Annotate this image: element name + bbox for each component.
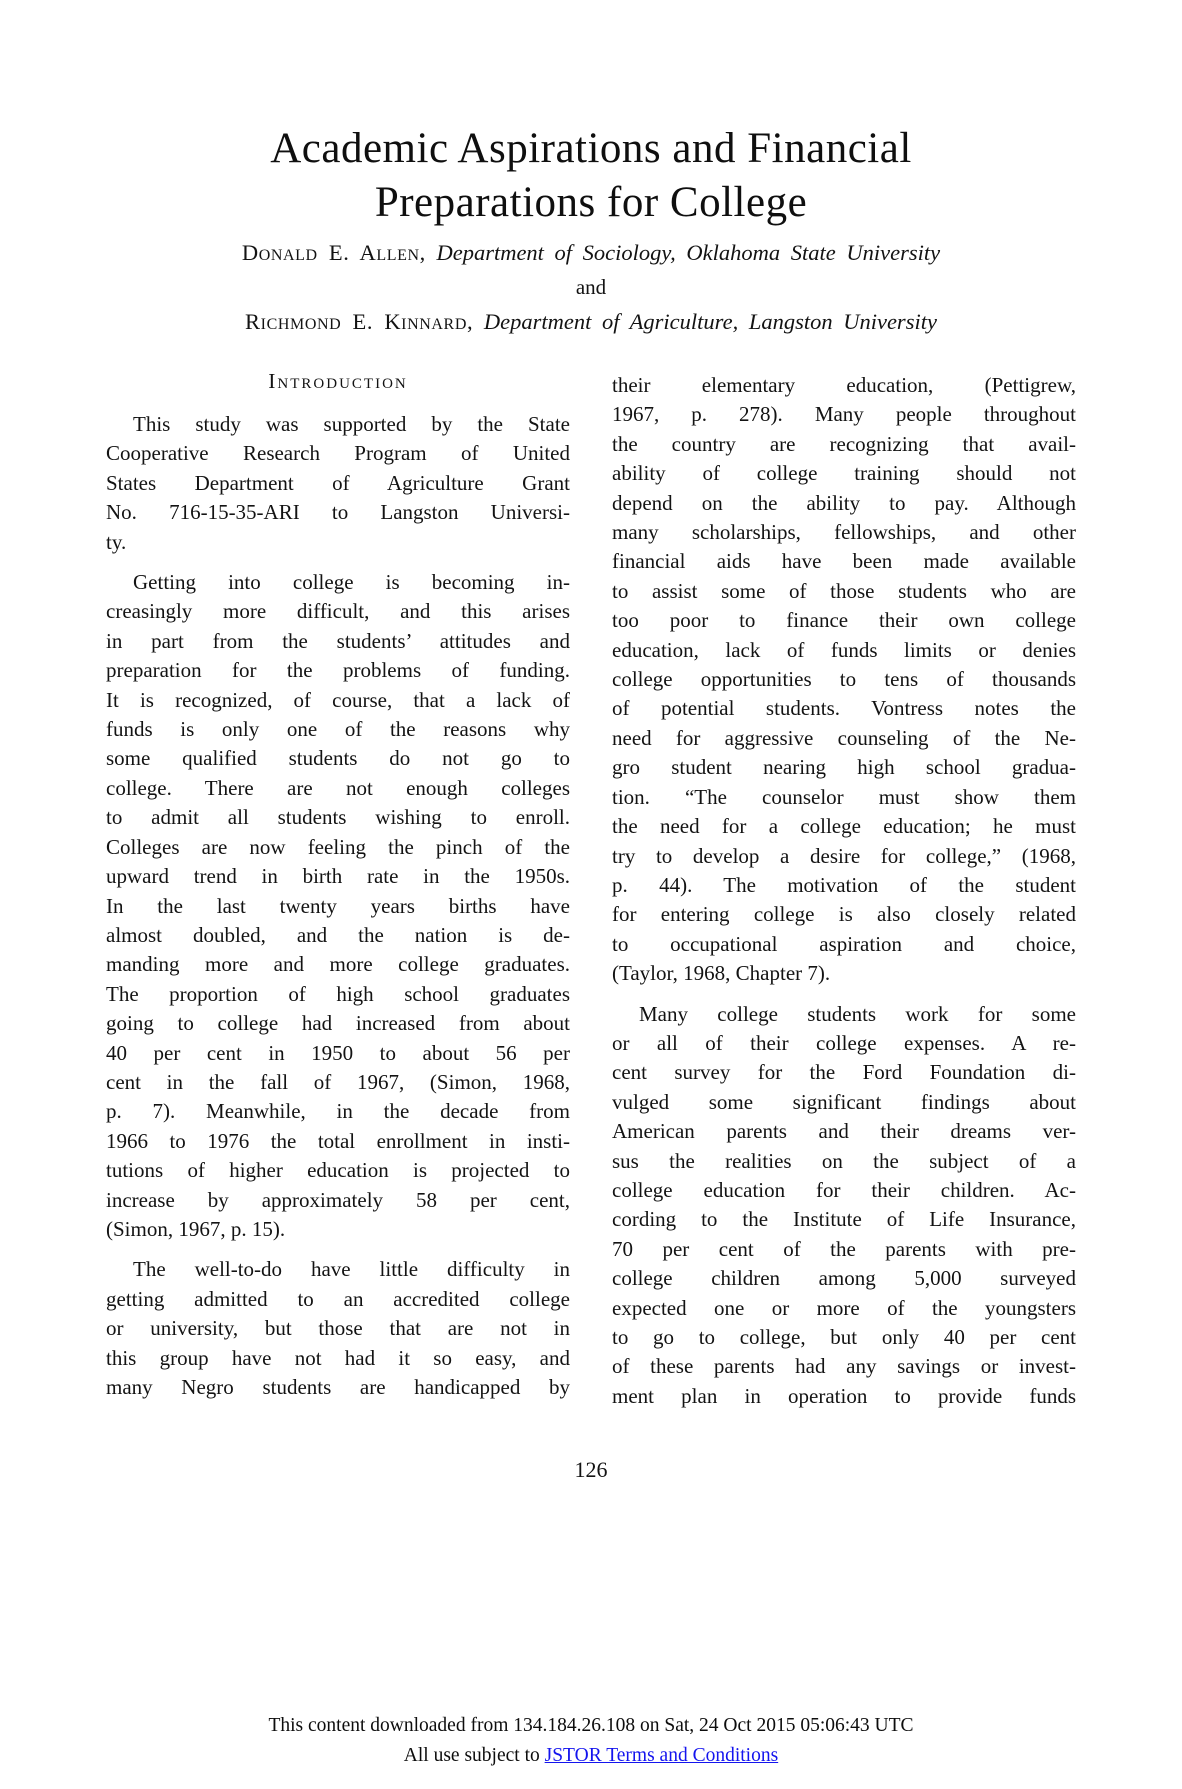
article-title: [0, 122, 1182, 230]
text-line: This study was supported by the State: [133, 412, 570, 436]
text-line: financial aids have been made available: [612, 549, 1076, 574]
left-column-paragraphs: [106, 410, 570, 1402]
paragraph: [106, 568, 570, 1244]
text-line: college opportunities to tens of thousands: [612, 667, 1076, 692]
text-line: to admit all students wishing to enroll.: [106, 805, 570, 830]
text-line: depend on the ability to pay. Although: [612, 490, 1076, 515]
text-line: It is recognized, of course, that a lack of: [106, 687, 570, 712]
text-line: p. 44). The motivation of the student: [612, 872, 1076, 897]
paragraph: [106, 1255, 570, 1402]
text-line: of potential students. Vontress notes the: [612, 696, 1076, 721]
text-line: No. 716-15-35-ARI to Langston Universi-: [106, 500, 570, 525]
text-line: States Department of Agriculture Grant: [106, 470, 570, 495]
two-column-body: [106, 362, 1076, 1422]
author-affiliation-1: Department of Sociology, Oklahoma State University: [436, 240, 941, 265]
text-line: expected one or more of the youngsters: [612, 1295, 1076, 1320]
footer-terms-prefix: All use subject to: [403, 1745, 545, 1766]
text-line: Cooperative Research Program of United: [106, 441, 570, 466]
left-column: [106, 362, 570, 1422]
text-line: try to develop a desire for college,” (1968,: [612, 843, 1076, 868]
text-line: manding more and more college graduates.: [106, 952, 570, 977]
author-name-2: Richmond E. Kinnard,: [245, 309, 474, 334]
footer-download-notice: This content downloaded from 134.184.26.108 on Sat, 24 Oct 2015 05:06:43 UTC: [268, 1715, 914, 1736]
text-line: many Negro students are handicapped by: [106, 1375, 570, 1399]
text-line: too poor to finance their own college: [612, 608, 1076, 633]
footer-terms-line: [0, 1741, 1182, 1771]
text-line: to go to college, but only 40 per cent: [612, 1325, 1076, 1349]
text-line: preparation for the problems of funding.: [106, 658, 570, 683]
author-line-1: [0, 238, 1182, 268]
author-affiliation-2: Department of Agriculture, Langston University: [483, 309, 937, 334]
text-line: gro student nearing high school gradua-: [612, 755, 1076, 780]
text-line: the country are recognizing that avail-: [612, 431, 1076, 456]
text-line: In the last twenty years births have: [106, 893, 570, 918]
text-line: in part from the students’ attitudes and: [106, 628, 570, 653]
text-line: ability of college training should not: [612, 461, 1076, 486]
text-line: many scholarships, fellowships, and other: [612, 520, 1076, 545]
jstor-footer: [0, 1711, 1182, 1771]
article-title-line-1: Academic Aspirations and Financial: [270, 125, 912, 172]
text-line: Colleges are now feeling the pinch of the: [106, 834, 570, 859]
text-line: college children among 5,000 surveyed: [612, 1266, 1076, 1291]
text-line: going to college had increased from about: [106, 1011, 570, 1036]
byline: [0, 238, 1182, 342]
paragraph: [106, 410, 570, 557]
text-line: or all of their college expenses. A re-: [612, 1030, 1076, 1055]
text-line: to occupational aspiration and choice,: [612, 931, 1076, 956]
text-line: cent survey for the Ford Foundation di-: [612, 1060, 1076, 1085]
text-line: 1966 to 1976 the total enrollment in insti-: [106, 1128, 570, 1153]
text-line: this group have not had it so easy, and: [106, 1345, 570, 1370]
text-line: The well-to-do have little difficulty in: [133, 1257, 570, 1282]
text-line: cording to the Institute of Life Insurance,: [612, 1207, 1076, 1232]
author-name-1: Donald E. Allen,: [241, 240, 426, 265]
text-line: for entering college is also closely related: [612, 902, 1076, 927]
text-line: getting admitted to an accredited college: [106, 1286, 570, 1311]
text-line: American parents and their dreams ver-: [612, 1119, 1076, 1144]
text-line: Getting into college is becoming in-: [133, 570, 570, 595]
text-line: upward trend in birth rate in the 1950s.: [106, 864, 570, 889]
text-line: almost doubled, and the nation is de-: [106, 922, 570, 947]
text-line: vulged some significant findings about: [612, 1089, 1076, 1114]
text-line: ment plan in operation to provide funds: [612, 1383, 1076, 1408]
text-line: ty.: [106, 529, 127, 554]
text-line: education, lack of funds limits or denies: [612, 637, 1076, 662]
text-line: creasingly more difficult, and this arises: [106, 599, 570, 624]
text-line: some qualified students do not go to: [106, 746, 570, 771]
text-line: the need for a college education; he must: [612, 814, 1076, 839]
page-number: 126: [574, 1457, 608, 1482]
text-line: sus the realities on the subject of a: [612, 1148, 1076, 1173]
text-line: p. 7). Meanwhile, in the decade from: [106, 1099, 570, 1124]
right-column: [612, 362, 1076, 1422]
paragraph: [612, 371, 1076, 989]
text-line: funds is only one of the reasons why: [106, 717, 570, 742]
text-line: increase by approximately 58 per cent,: [106, 1187, 570, 1212]
text-line: college. There are not enough colleges: [106, 775, 570, 800]
article-title-line-2: Preparations for College: [374, 179, 808, 226]
text-line: need for aggressive counseling of the Ne-: [612, 725, 1076, 750]
text-line: (Taylor, 1968, Chapter 7).: [612, 961, 831, 986]
text-line: Many college students work for some: [639, 1001, 1076, 1026]
right-column-paragraphs: [612, 371, 1076, 1411]
section-heading-introduction: Introduction: [268, 369, 408, 393]
byline-conjunction: and: [575, 275, 607, 299]
text-line: 1967, p. 278). Many people throughout: [612, 402, 1076, 427]
text-line: (Simon, 1967, p. 15).: [106, 1216, 286, 1241]
jstor-terms-link[interactable]: JSTOR Terms and Conditions: [544, 1745, 779, 1766]
text-line: tutions of higher education is projected to: [106, 1158, 570, 1183]
paragraph: [612, 1000, 1076, 1412]
text-line: their elementary education, (Pettigrew,: [612, 373, 1076, 397]
text-line: college education for their children. Ac-: [612, 1177, 1076, 1202]
text-line: The proportion of high school graduates: [106, 981, 570, 1006]
text-line: of these parents had any savings or invest-: [612, 1354, 1076, 1379]
text-line: or university, but those that are not in: [106, 1316, 570, 1341]
text-line: 40 per cent in 1950 to about 56 per: [106, 1040, 570, 1065]
text-line: 70 per cent of the parents with pre-: [612, 1236, 1076, 1261]
text-line: cent in the fall of 1967, (Simon, 1968,: [106, 1069, 570, 1094]
author-line-2: [0, 307, 1182, 337]
text-line: to assist some of those students who are: [612, 578, 1076, 603]
text-line: tion. “The counselor must show them: [612, 784, 1076, 809]
